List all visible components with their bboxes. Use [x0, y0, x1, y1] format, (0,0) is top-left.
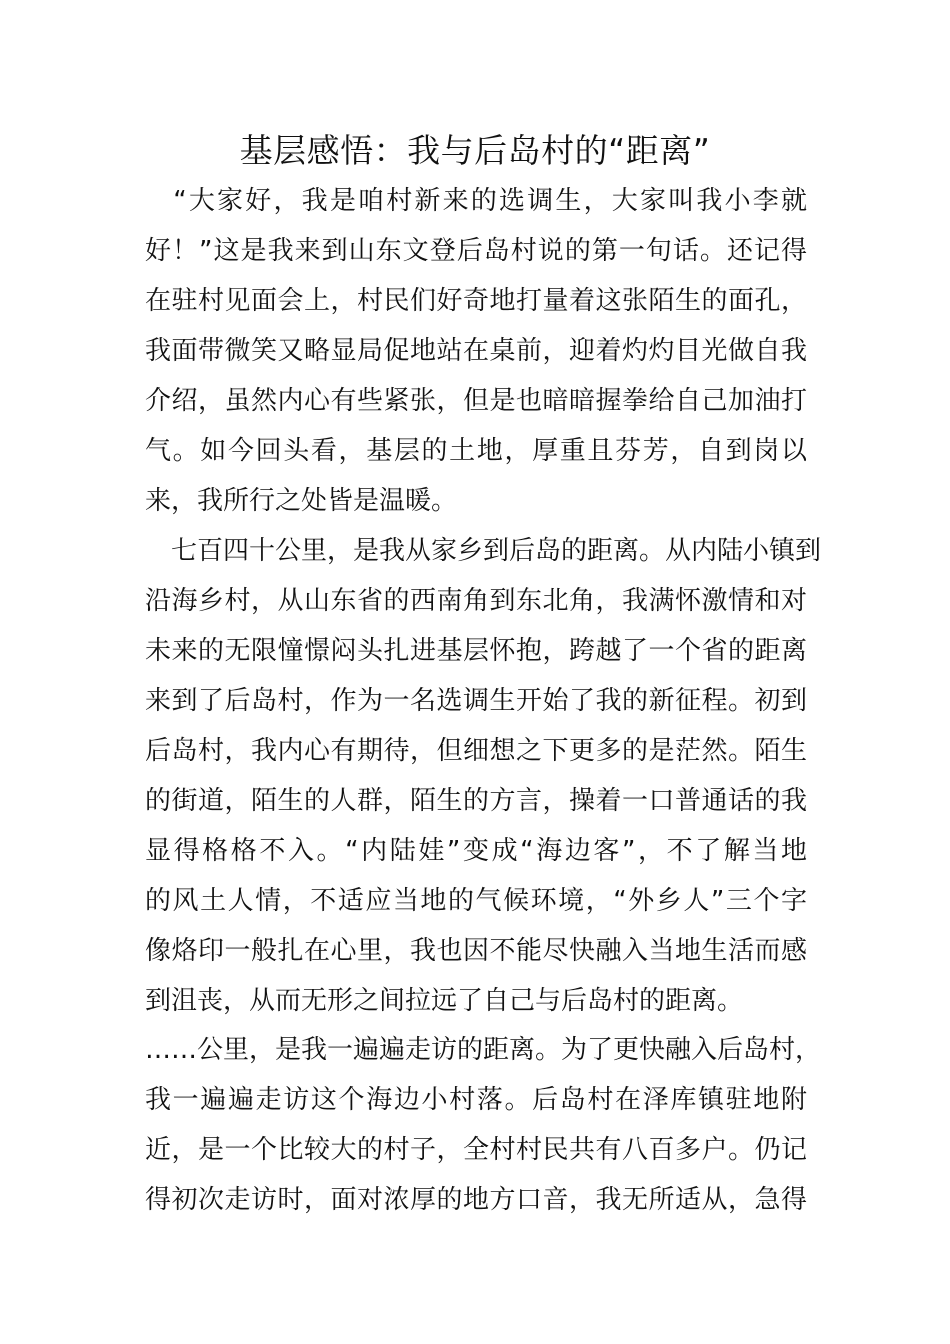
body-line: 像烙印一般扎在心里，我也因不能尽快融入当地生活而感 [145, 936, 807, 966]
body-line: 七百四十公里，是我从家乡到后岛的距离。从内陆小镇到 [145, 536, 822, 566]
body-line: 沿海乡村，从山东省的西南角到东北角，我满怀激情和对 [145, 586, 807, 616]
body-line: 来，我所行之处皆是温暖。 [145, 486, 458, 516]
document-title: 基层感悟：我与后岛村的“距离” [239, 131, 711, 170]
body-line: 在驻村见面会上，村民们好奇地打量着这张陌生的面孔， [145, 286, 807, 316]
body-line: 我面带微笑又略显局促地站在桌前，迎着灼灼目光做自我 [145, 336, 807, 366]
body-line: 得初次走访时，面对浓厚的地方口音，我无所适从，急得 [145, 1185, 807, 1215]
body-line: ……公里，是我一遍遍走访的距离。为了更快融入后岛村， [145, 1035, 822, 1065]
body-line: 的街道，陌生的人群，陌生的方言，操着一口普通话的我 [145, 786, 807, 816]
body-line: “大家好，我是咱村新来的选调生，大家叫我小李就 [145, 186, 807, 216]
body-line: 到沮丧，从而无形之间拉远了自己与后岛村的距离。 [145, 986, 744, 1016]
body-line: 介绍，虽然内心有些紧张，但是也暗暗握拳给自己加油打 [145, 386, 807, 416]
body-line: 我一遍遍走访这个海边小村落。后岛村在泽库镇驻地附 [145, 1085, 807, 1115]
body-line: 未来的无限憧憬闷头扎进基层怀抱，跨越了一个省的距离 [145, 636, 807, 666]
body-line: 近，是一个比较大的村子，全村村民共有八百多户。仍记 [145, 1135, 807, 1165]
body-line: 后岛村，我内心有期待，但细想之下更多的是茫然。陌生 [145, 736, 807, 766]
body-line: 的风土人情，不适应当地的气候环境，“外乡人”三个字 [145, 886, 807, 916]
body-line: 来到了后岛村，作为一名选调生开始了我的新征程。初到 [145, 686, 807, 716]
body-line: 气。如今回头看，基层的土地，厚重且芬芳，自到岗以 [145, 436, 807, 466]
body-line: 好！”这是我来到山东文登后岛村说的第一句话。还记得 [145, 236, 807, 266]
body-line: 显得格格不入。“内陆娃”变成“海边客”，不了解当地 [145, 836, 807, 866]
